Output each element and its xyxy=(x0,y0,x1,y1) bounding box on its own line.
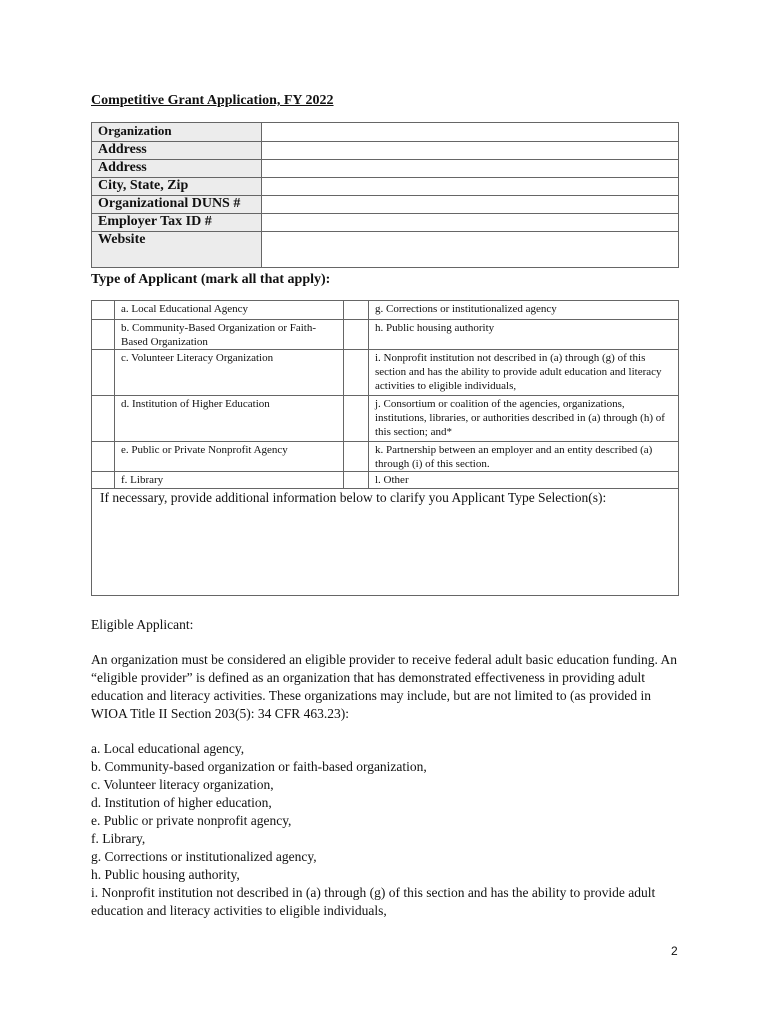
checkbox-l[interactable] xyxy=(344,472,369,489)
page-title: Competitive Grant Application, FY 2022 xyxy=(91,93,334,108)
org-field-label-city-state-zip: City, State, Zip xyxy=(92,178,262,196)
applicant-type-h: h. Public housing authority xyxy=(369,320,679,350)
checkbox-b[interactable] xyxy=(92,320,115,350)
org-field-label-tax-id: Employer Tax ID # xyxy=(92,214,262,232)
tax-id-input[interactable] xyxy=(262,214,679,232)
org-field-label-address-2: Address xyxy=(92,160,262,178)
applicant-type-l: l. Other xyxy=(369,472,679,489)
address-input-1[interactable] xyxy=(262,142,679,160)
eligible-applicant-heading: Eligible Applicant: xyxy=(91,617,194,632)
eligible-list xyxy=(91,740,681,920)
applicant-type-d: d. Institution of Higher Education xyxy=(115,396,344,442)
list-item: d. Institution of higher education, xyxy=(91,795,272,810)
org-field-label-organization: Organization xyxy=(92,123,262,142)
website-input[interactable] xyxy=(262,232,679,268)
checkbox-i[interactable] xyxy=(344,350,369,396)
checkbox-k[interactable] xyxy=(344,442,369,472)
list-item: f. Library, xyxy=(91,831,146,846)
list-item: i. Nonprofit institution not described in (a) through (g) of this section and has the ability to provide adult education and literacy activities to eligible individuals, xyxy=(91,885,656,918)
eligible-provider-paragraph: An organization must be considered an eligible provider to receive federal adult basic education funding. An “eligible provider” is defined as an organization that has demonstrated effectiveness in providing adult education and literacy activities. These organizations may include, but are not limited to (as provided in WIOA Title II Section 203(5): 34 CFR 463.23): xyxy=(91,652,678,721)
duns-input[interactable] xyxy=(262,196,679,214)
list-item: a. Local educational agency, xyxy=(91,741,245,756)
applicant-type-e: e. Public or Private Nonprofit Agency xyxy=(115,442,344,472)
checkbox-e[interactable] xyxy=(92,442,115,472)
applicant-type-k: k. Partnership between an employer and an entity described (a) through (i) of this section. xyxy=(369,442,679,472)
applicant-type-b: b. Community-Based Organization or Faith-Based Organization xyxy=(115,320,344,350)
applicant-type-table xyxy=(91,300,679,489)
list-item: c. Volunteer literacy organization, xyxy=(91,777,274,792)
list-item: h. Public housing authority, xyxy=(91,867,240,882)
applicant-type-i: i. Nonprofit institution not described in (a) through (g) of this section and has the ability to provide adult education and literacy activities to eligible individuals, xyxy=(369,350,679,396)
list-item: g. Corrections or institutionalized agency, xyxy=(91,849,317,864)
organization-input[interactable] xyxy=(262,123,679,142)
applicant-type-f: f. Library xyxy=(115,472,344,489)
checkbox-d[interactable] xyxy=(92,396,115,442)
organization-info-table xyxy=(91,122,679,268)
applicant-type-c: c. Volunteer Literacy Organization xyxy=(115,350,344,396)
checkbox-f[interactable] xyxy=(92,472,115,489)
checkbox-j[interactable] xyxy=(344,396,369,442)
applicant-type-heading: Type of Applicant (mark all that apply): xyxy=(91,272,331,287)
applicant-type-a: a. Local Educational Agency xyxy=(115,301,344,320)
applicant-type-j: j. Consortium or coalition of the agencies, organizations, institutions, libraries, or authorities described in (a) through (h) of this section; and* xyxy=(369,396,679,442)
checkbox-a[interactable] xyxy=(92,301,115,320)
checkbox-h[interactable] xyxy=(344,320,369,350)
list-item: b. Community-based organization or faith-based organization, xyxy=(91,759,427,774)
page-number: 2 xyxy=(671,944,678,958)
address-input-2[interactable] xyxy=(262,160,679,178)
org-field-label-address: Address xyxy=(92,142,262,160)
clarification-prompt: If necessary, provide additional information below to clarify you Applicant Type Selection(s): xyxy=(100,490,607,505)
org-field-label-duns: Organizational DUNS # xyxy=(92,196,262,214)
list-item: e. Public or private nonprofit agency, xyxy=(91,813,292,828)
applicant-type-g: g. Corrections or institutionalized agency xyxy=(369,301,679,320)
checkbox-c[interactable] xyxy=(92,350,115,396)
checkbox-g[interactable] xyxy=(344,301,369,320)
city-state-zip-input[interactable] xyxy=(262,178,679,196)
clarification-textarea[interactable] xyxy=(91,487,679,596)
org-field-label-website: Website xyxy=(92,232,262,268)
